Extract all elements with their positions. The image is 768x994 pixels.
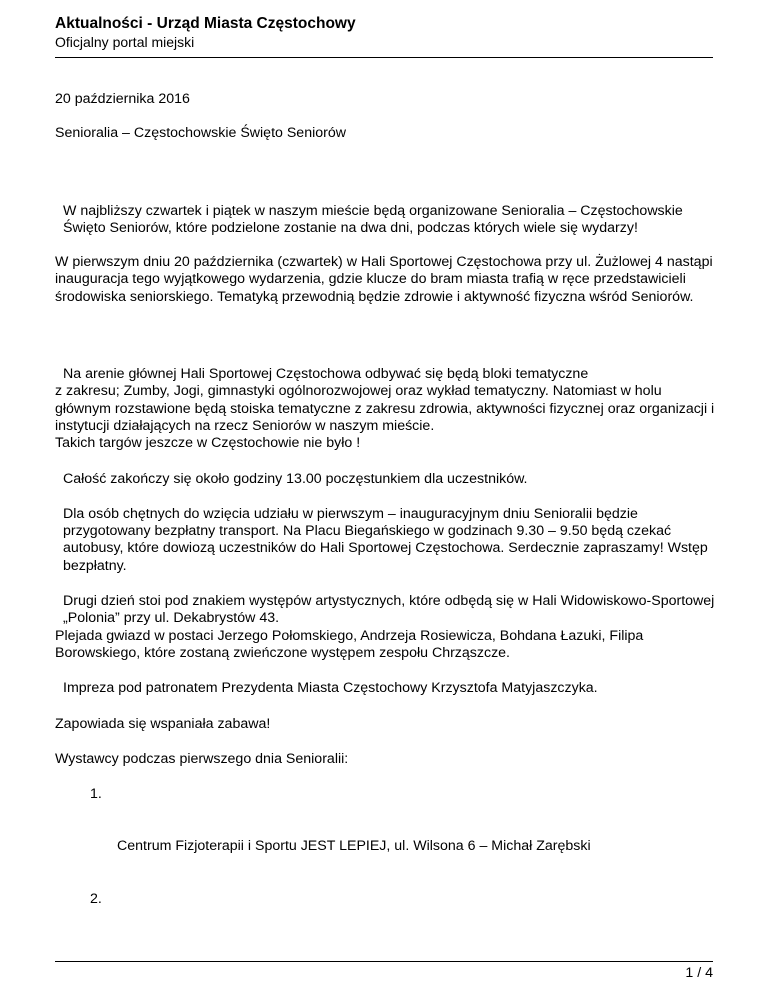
- paragraph-second-day: [55, 593, 715, 662]
- paragraph-fun: Zapowiada się wspaniała zabawa!: [55, 715, 271, 732]
- list-item-number: 2.: [90, 890, 102, 907]
- page-header: [55, 14, 713, 51]
- site-title: Aktualności - Urząd Miasta Częstochowy: [55, 15, 356, 32]
- exhibitors-heading: Wystawcy podczas pierwszego dnia Senioralii:: [55, 750, 349, 767]
- list-item-number: 1.: [90, 786, 102, 803]
- paragraph-arena-line2: z zakresu; Zumby, Jogi, gimnastyki ogólnorozwojowej oraz wykład tematyczny. Natomiast w holu głównym rozstawione będą stoiska tematyczne z zakresu zdrowia, aktywności fizycznej oraz organizacji i instytucji działających na rzecz Seniorów w naszym mieście.: [55, 383, 715, 434]
- paragraph-arena-line1: Na arenie głównej Hali Sportowej Częstochowa odbywać się będą bloki tematyczne: [63, 366, 589, 383]
- paragraph-ending: Całość zakończy się około godziny 13.00 poczęstunkiem dla uczestników.: [63, 470, 528, 487]
- article-title: Senioralia – Częstochowskie Święto Seniorów: [55, 125, 346, 142]
- paragraph-second-day-line2: Plejada gwiazd w postaci Jerzego Połomskiego, Andrzeja Rosiewicza, Bohdana Łazuki, Filipa Borowskiego, które zostaną zwieńczone występem zespołu Chrząszcze.: [55, 627, 644, 661]
- paragraph-first-day: W pierwszym dniu 20 października (czwartek) w Hali Sportowej Częstochowa przy ul. Żużlowej 4 nastąpi inauguracja tego wyjątkowego wydarzenia, gdzie klucze do bram miasta trafią w ręce przedstawicieli środowiska seniorskiego. Tematyką przewodnią będzie zdrowie i aktywność fizyczna wśród Seniorów.: [55, 254, 713, 305]
- paragraph-second-day-line1: Drugi dzień stoi pod znakiem występów artystycznych, które odbędą się w Hali Widowiskowo-Sportowej „Polonia” przy ul. Dekabrystów 43.: [63, 593, 715, 627]
- paragraph-transport: Dla osób chętnych do wzięcia udziału w pierwszym – inauguracyjnym dniu Senioralii będzie przygotowany bezpłatny transport. Na Placu Biegańskiego w godzinach 9.30 – 9.50 będą czekać autobusy, które dowiozą uczestników do Hali Sportowej Częstochowa. Serdecznie zapraszamy! Wstęp bezpłatny.: [63, 505, 708, 574]
- site-subtitle: Oficjalny portal miejski: [55, 34, 195, 50]
- list-item: Centrum Fizjoterapii i Sportu JEST LEPIEJ, ul. Wilsona 6 – Michał Zarębski: [117, 838, 591, 855]
- paragraph-patronage: Impreza pod patronatem Prezydenta Miasta Częstochowy Krzysztofa Matyjaszczyka.: [63, 680, 598, 697]
- paragraph-arena: [55, 366, 715, 452]
- header-divider: [55, 57, 713, 58]
- article-date: 20 października 2016: [55, 91, 190, 107]
- page-number: 1 / 4: [685, 965, 713, 981]
- paragraph-arena-line3: Takich targów jeszcze w Częstochowie nie było !: [55, 435, 361, 452]
- article-body: [55, 91, 715, 908]
- paragraph-intro: W najbliższy czwartek i piątek w naszym mieście będą organizowane Senioralia – Częstochowskie Święto Seniorów, które podzielone zostanie na dwa dni, podczas których wiele się wydarzy!: [63, 202, 683, 236]
- footer-divider: [55, 961, 713, 962]
